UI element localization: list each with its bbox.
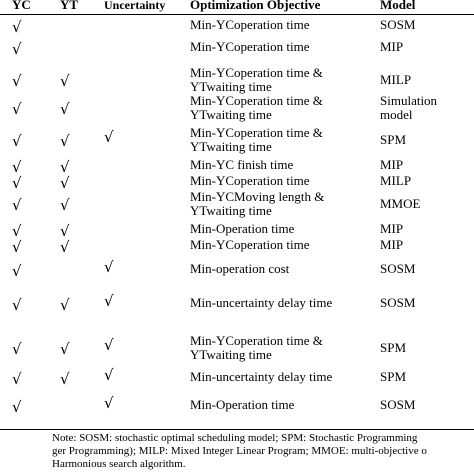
yc-check: √ bbox=[12, 262, 22, 280]
model-text: MIP bbox=[380, 237, 404, 252]
objective-text: Min-Operation time bbox=[190, 397, 295, 412]
model-text: SOSM bbox=[380, 17, 416, 32]
yt-check: √ bbox=[60, 158, 70, 176]
header-yc: YC bbox=[12, 0, 31, 12]
objective-text: Min-YCoperation time bbox=[190, 39, 310, 54]
objective-text: Min-operation cost bbox=[190, 261, 290, 276]
yc-check: √ bbox=[12, 340, 22, 358]
yt-check: √ bbox=[60, 340, 70, 358]
table-row bbox=[0, 189, 474, 218]
model-text: MMOE bbox=[380, 196, 421, 211]
model-text: SPM bbox=[380, 340, 407, 355]
model-text: SOSM bbox=[380, 295, 416, 310]
yt-check: √ bbox=[60, 238, 70, 256]
uncertainty-check: √ bbox=[104, 394, 114, 412]
yt-check: √ bbox=[60, 132, 70, 150]
yt-check: √ bbox=[60, 72, 70, 90]
table-row bbox=[0, 125, 474, 154]
uncertainty-check: √ bbox=[104, 258, 114, 276]
yt-check: √ bbox=[60, 196, 70, 214]
note-line: Harmonious search algorithm. bbox=[52, 458, 186, 470]
uncertainty-check: √ bbox=[104, 128, 114, 146]
table-row bbox=[0, 18, 474, 38]
model-text: SOSM bbox=[380, 397, 416, 412]
objective-text: Min-uncertainty delay time bbox=[190, 369, 333, 384]
yc-check: √ bbox=[12, 222, 22, 240]
objective-text: Min-YCMoving length & bbox=[190, 189, 325, 204]
uncertainty-check: √ bbox=[104, 366, 114, 384]
objective-text: YTwaiting time bbox=[190, 203, 272, 218]
table-row bbox=[0, 238, 474, 258]
yt-check: √ bbox=[60, 296, 70, 314]
model-text: model bbox=[380, 107, 413, 122]
yc-check: √ bbox=[12, 370, 22, 388]
table-row bbox=[0, 333, 474, 362]
table-row bbox=[0, 366, 474, 390]
objective-text: Min-YCoperation time & bbox=[190, 125, 323, 140]
yc-check: √ bbox=[12, 100, 22, 118]
header-uncertainty: Uncertainty bbox=[104, 0, 166, 12]
uncertainty-check: √ bbox=[104, 292, 114, 310]
table-row bbox=[0, 93, 474, 122]
objective-text: YTwaiting time bbox=[190, 79, 272, 94]
yc-check: √ bbox=[12, 132, 22, 150]
header-objective: Optimization Objective bbox=[190, 0, 321, 12]
yc-check: √ bbox=[12, 296, 22, 314]
yt-check: √ bbox=[60, 222, 70, 240]
model-text: Simulation bbox=[380, 93, 438, 108]
table-row bbox=[0, 258, 474, 282]
bottom-rule bbox=[0, 429, 474, 430]
model-text: MIP bbox=[380, 157, 404, 172]
table-row bbox=[0, 394, 474, 418]
objective-text: Min-Operation time bbox=[190, 221, 295, 236]
header-yt: YT bbox=[60, 0, 79, 12]
objective-text: Min-YCoperation time bbox=[190, 237, 310, 252]
note-line: ger Programming); MILP: Mixed Integer Linear Program; MMOE: multi-objective o bbox=[52, 445, 427, 457]
note-line: Note: SOSM: stochastic optimal scheduling model; SPM: Stochastic Programming bbox=[52, 432, 418, 444]
objective-text: Min-uncertainty delay time bbox=[190, 295, 333, 310]
uncertainty-check: √ bbox=[104, 336, 114, 354]
header-rule bbox=[0, 14, 474, 15]
objective-text: Min-YCoperation time & bbox=[190, 333, 323, 348]
objective-text: Min-YCoperation time bbox=[190, 17, 310, 32]
yc-check: √ bbox=[12, 398, 22, 416]
yc-check: √ bbox=[12, 238, 22, 256]
objective-text: Min-YCoperation time bbox=[190, 173, 310, 188]
yc-check: √ bbox=[12, 72, 22, 90]
yc-check: √ bbox=[12, 158, 22, 176]
objective-text: YTwaiting time bbox=[190, 107, 272, 122]
header-model: Model bbox=[380, 0, 416, 12]
objective-text: Min-YCoperation time & bbox=[190, 65, 323, 80]
objective-text: YTwaiting time bbox=[190, 347, 272, 362]
objective-text: Min-YC finish time bbox=[190, 157, 294, 172]
objective-text: YTwaiting time bbox=[190, 139, 272, 154]
yc-check: √ bbox=[12, 40, 22, 58]
table-row bbox=[0, 292, 474, 316]
yc-check: √ bbox=[12, 18, 22, 36]
model-text: MILP bbox=[380, 72, 412, 87]
table-row bbox=[0, 40, 474, 60]
yc-check: √ bbox=[12, 174, 22, 192]
model-text: MILP bbox=[380, 173, 412, 188]
yt-check: √ bbox=[60, 100, 70, 118]
yt-check: √ bbox=[60, 174, 70, 192]
yc-check: √ bbox=[12, 196, 22, 214]
model-text: SOSM bbox=[380, 261, 416, 276]
table-row bbox=[0, 65, 474, 94]
model-text: MIP bbox=[380, 221, 404, 236]
yt-check: √ bbox=[60, 370, 70, 388]
objective-text: Min-YCoperation time & bbox=[190, 93, 323, 108]
model-text: SPM bbox=[380, 369, 407, 384]
model-text: SPM bbox=[380, 132, 407, 147]
model-text: MIP bbox=[380, 39, 404, 54]
